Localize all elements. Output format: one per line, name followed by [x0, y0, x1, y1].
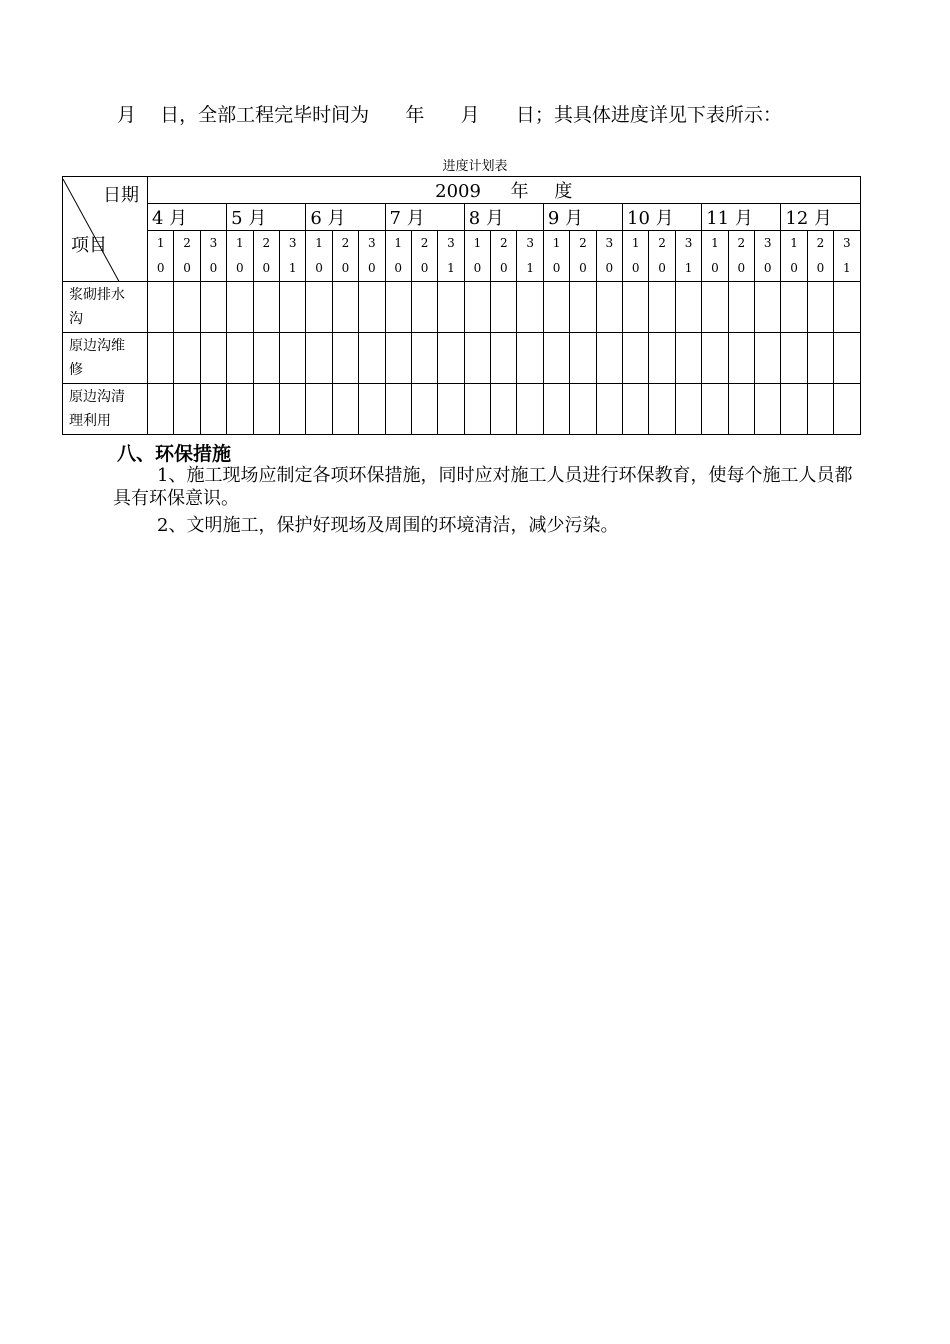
day-digit: 1: [631, 236, 640, 250]
schedule-cell: [385, 282, 411, 333]
schedule-cell: [675, 333, 701, 384]
schedule-cell: [200, 333, 226, 384]
schedule-cell: [148, 384, 174, 435]
table-caption: 进度计划表: [442, 159, 508, 174]
schedule-cell: [438, 384, 464, 435]
schedule-cell: [623, 333, 649, 384]
day-digit: 0: [368, 261, 376, 275]
day-digit: 3: [209, 236, 218, 250]
day-cell: [227, 231, 253, 282]
day-digit: 2: [579, 236, 587, 250]
row-label-line: 沟: [69, 311, 83, 327]
corner-header: [63, 177, 148, 282]
month-header: 8 月: [464, 204, 543, 231]
day-cell: [359, 231, 385, 282]
day-digit: 0: [499, 261, 508, 275]
day-cell: [148, 231, 174, 282]
schedule-cell: [649, 384, 675, 435]
schedule-cell: [359, 282, 385, 333]
paragraph-2: 2、文明施工，保护好现场及周围的环境清洁，减少污染。: [157, 515, 619, 536]
day-cell: [623, 231, 649, 282]
year-suffix-2: 度: [554, 181, 573, 202]
schedule-cell: [834, 282, 860, 333]
schedule-cell: [543, 282, 569, 333]
schedule-cell: [359, 333, 385, 384]
schedule-cell: [148, 282, 174, 333]
day-digit: 2: [737, 236, 746, 250]
day-digit: 0: [790, 261, 798, 275]
schedule-cell: [227, 384, 253, 435]
schedule-cell: [253, 282, 279, 333]
day-cell: [385, 231, 411, 282]
day-cell: [754, 231, 780, 282]
day-digit: 2: [658, 236, 666, 250]
paragraph-1: 1、施工现场应制定各项环保措施，同时应对施工人员进行环保教育，使每个施工人员都具有环保意识。: [113, 465, 853, 509]
schedule-cell: [675, 384, 701, 435]
row-label-line: 浆砌排水: [69, 287, 125, 303]
schedule-cell: [359, 384, 385, 435]
day-digit: 1: [447, 261, 455, 275]
day-digit: 1: [684, 261, 693, 275]
day-cell: [543, 231, 569, 282]
day-digit: 0: [394, 261, 403, 275]
corner-date-label: 日期: [103, 184, 139, 206]
row-label-line: 理利用: [69, 413, 111, 429]
table-row: [63, 333, 861, 384]
day-cell: [781, 231, 807, 282]
schedule-cell: [306, 384, 332, 435]
schedule-cell: [491, 333, 517, 384]
day-digit: 1: [526, 261, 534, 275]
schedule-cell: [754, 282, 780, 333]
row-label-line: 修: [69, 362, 83, 378]
day-cell: [332, 231, 358, 282]
schedule-cell: [227, 333, 253, 384]
schedule-cell: [174, 384, 200, 435]
schedule-cell: [543, 384, 569, 435]
month-header: 12 月: [781, 204, 860, 231]
day-digit: 0: [763, 261, 772, 275]
day-digit: 0: [552, 261, 561, 275]
day-digit: 0: [658, 261, 666, 275]
schedule-cell: [491, 384, 517, 435]
schedule-cell: [385, 333, 411, 384]
day-cell: [702, 231, 728, 282]
schedule-cell: [702, 333, 728, 384]
day-digit: 1: [552, 236, 561, 250]
day-digit: 0: [631, 261, 640, 275]
day-cell: [596, 231, 622, 282]
month-header: 5 月: [227, 204, 306, 231]
day-cell: [491, 231, 517, 282]
schedule-cell: [385, 384, 411, 435]
year-value: 2009: [435, 181, 481, 202]
schedule-cell: [675, 282, 701, 333]
day-digit: 2: [341, 236, 350, 250]
schedule-cell: [464, 384, 490, 435]
schedule-cell: [781, 282, 807, 333]
schedule-cell: [728, 384, 754, 435]
schedule-cell: [227, 282, 253, 333]
day-digit: 3: [368, 236, 376, 250]
schedule-cell: [807, 333, 833, 384]
schedule-cell: [834, 384, 860, 435]
day-cell: [728, 231, 754, 282]
schedule-cell: [623, 384, 649, 435]
day-cell: [174, 231, 200, 282]
schedule-cell: [728, 333, 754, 384]
schedule-cell: [438, 282, 464, 333]
schedule-cell: [517, 333, 543, 384]
day-digit: 3: [843, 236, 851, 250]
day-digit: 2: [262, 236, 271, 250]
schedule-cell: [834, 333, 860, 384]
row-label: [63, 333, 148, 384]
day-digit: 3: [526, 236, 534, 250]
schedule-cell: [754, 384, 780, 435]
month-header: 11 月: [702, 204, 781, 231]
day-digit: 1: [236, 236, 244, 250]
schedule-cell: [570, 333, 596, 384]
day-digit: 2: [816, 236, 825, 250]
schedule-cell: [781, 384, 807, 435]
day-cell: [253, 231, 279, 282]
schedule-cell: [332, 282, 358, 333]
day-digit: 2: [420, 236, 429, 250]
day-digit: 1: [711, 236, 719, 250]
schedule-cell: [623, 282, 649, 333]
schedule-cell: [411, 333, 437, 384]
day-digit: 3: [447, 236, 455, 250]
schedule-cell: [253, 384, 279, 435]
schedule-cell: [174, 333, 200, 384]
day-cell: [834, 231, 860, 282]
schedule-cell: [306, 282, 332, 333]
day-digit: 2: [499, 236, 508, 250]
month-header: 4 月: [148, 204, 227, 231]
month-header: 10 月: [623, 204, 702, 231]
year-row: [63, 177, 861, 204]
schedule-cell: [332, 333, 358, 384]
schedule-cell: [200, 282, 226, 333]
day-digit: 3: [288, 236, 297, 250]
table-row: [63, 384, 861, 435]
day-digit: 0: [737, 261, 746, 275]
corner-item-label: 项目: [71, 234, 107, 256]
day-digit: 1: [843, 261, 851, 275]
row-label: [63, 384, 148, 435]
day-digit: 0: [579, 261, 587, 275]
day-digit: 0: [209, 261, 218, 275]
schedule-cell: [754, 333, 780, 384]
day-cell: [306, 231, 332, 282]
schedule-cell: [253, 333, 279, 384]
schedule-cell: [728, 282, 754, 333]
schedule-cell: [464, 333, 490, 384]
day-digit: 0: [183, 261, 191, 275]
table-row: [63, 282, 861, 333]
row-label: [63, 282, 148, 333]
schedule-cell: [306, 333, 332, 384]
schedule-cell: [279, 282, 305, 333]
schedule-cell: [570, 282, 596, 333]
schedule-cell: [517, 384, 543, 435]
month-row: [63, 204, 861, 231]
day-cell: [649, 231, 675, 282]
schedule-cell: [807, 282, 833, 333]
day-digit: 0: [420, 261, 429, 275]
day-cell: [570, 231, 596, 282]
schedule-cell: [570, 384, 596, 435]
schedule-cell: [332, 384, 358, 435]
day-digit: 1: [473, 236, 482, 250]
day-cell: [200, 231, 226, 282]
day-cell: [411, 231, 437, 282]
schedule-cell: [596, 333, 622, 384]
month-header: 9 月: [543, 204, 622, 231]
day-cell: [438, 231, 464, 282]
schedule-cell: [596, 384, 622, 435]
day-cell: [807, 231, 833, 282]
year-header: [148, 177, 861, 204]
schedule-cell: [279, 384, 305, 435]
section-heading: 八、环保措施: [117, 443, 232, 465]
day-digit: 1: [790, 236, 798, 250]
schedule-cell: [411, 282, 437, 333]
schedule-cell: [807, 384, 833, 435]
schedule-cell: [174, 282, 200, 333]
day-digit: 3: [605, 236, 614, 250]
day-digit: 1: [288, 261, 297, 275]
day-cell: [464, 231, 490, 282]
schedule-cell: [649, 282, 675, 333]
day-digit: 3: [763, 236, 772, 250]
day-digit: 2: [183, 236, 191, 250]
day-digit: 0: [711, 261, 719, 275]
schedule-cell: [411, 384, 437, 435]
month-header: 6 月: [306, 204, 385, 231]
schedule-cell: [438, 333, 464, 384]
day-digit: 0: [473, 261, 482, 275]
day-digit: 0: [156, 261, 165, 275]
schedule-cell: [200, 384, 226, 435]
day-digit: 0: [315, 261, 323, 275]
schedule-cell: [649, 333, 675, 384]
day-digit: 0: [816, 261, 825, 275]
schedule-table: [62, 176, 861, 435]
day-cell: [675, 231, 701, 282]
day-digit: 0: [262, 261, 271, 275]
year-suffix-1: 年: [510, 181, 529, 202]
schedule-cell: [491, 282, 517, 333]
day-digit: 0: [341, 261, 350, 275]
schedule-cell: [279, 333, 305, 384]
schedule-cell: [148, 333, 174, 384]
month-header: 7 月: [385, 204, 464, 231]
day-cell: [279, 231, 305, 282]
day-digit: 0: [236, 261, 244, 275]
day-digit: 0: [605, 261, 614, 275]
day-row: [63, 231, 861, 282]
schedule-cell: [596, 282, 622, 333]
row-label-line: 原边沟维: [69, 338, 125, 354]
day-cell: [517, 231, 543, 282]
schedule-cell: [702, 384, 728, 435]
day-digit: 1: [156, 236, 165, 250]
schedule-cell: [517, 282, 543, 333]
schedule-cell: [702, 282, 728, 333]
day-digit: 1: [315, 236, 323, 250]
schedule-cell: [781, 333, 807, 384]
day-digit: 1: [394, 236, 403, 250]
row-label-line: 原边沟清: [69, 389, 125, 405]
day-digit: 3: [684, 236, 693, 250]
schedule-cell: [543, 333, 569, 384]
intro-line: 月 日，全部工程完毕时间为 年 月 日；其具体进度详见下表所示：: [117, 104, 782, 126]
schedule-cell: [464, 282, 490, 333]
